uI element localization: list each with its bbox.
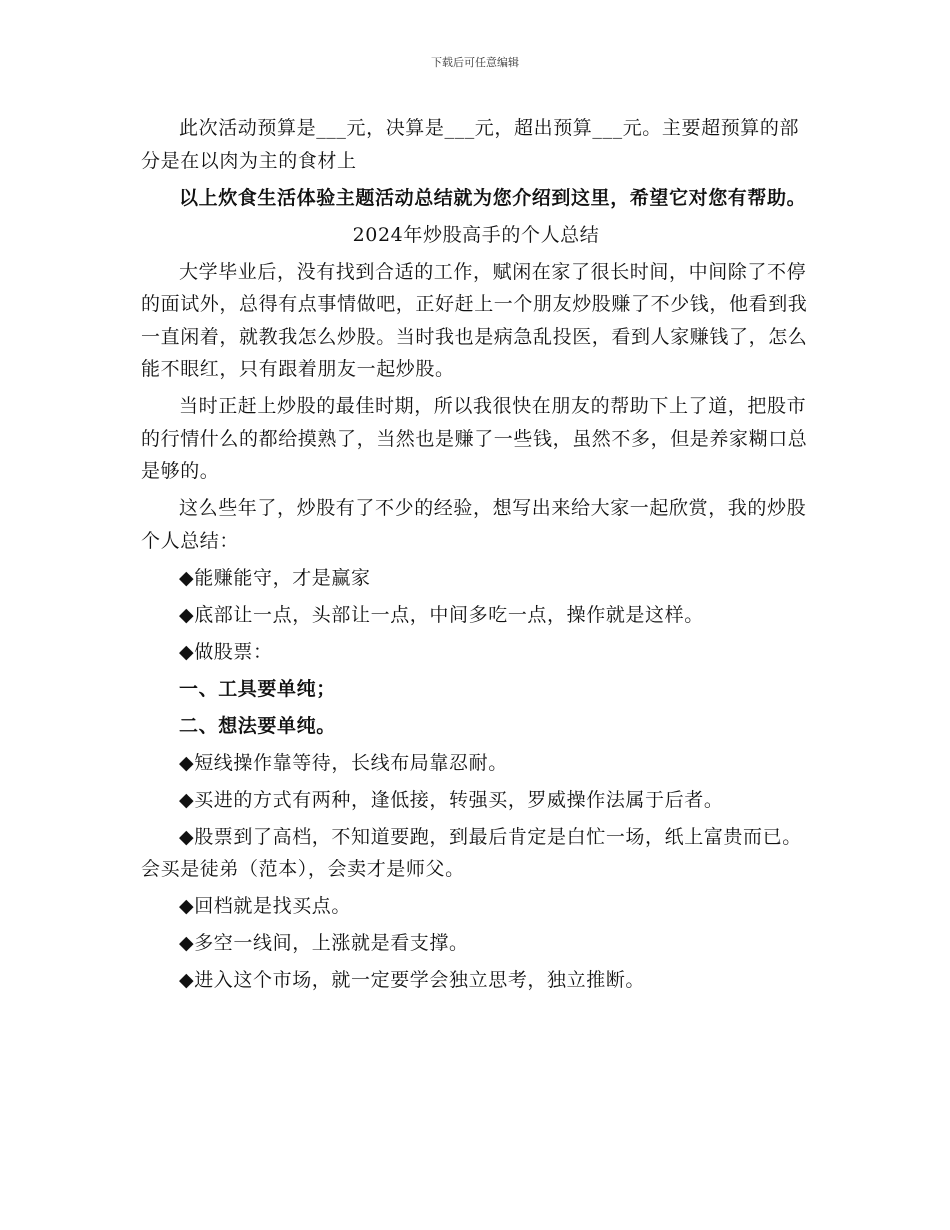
bullet-item: ◆底部让一点，头部让一点，中间多吃一点，操作就是这样。 [179, 603, 704, 626]
body-paragraph: 当时正赶上炒股的最佳时期，所以我很快在朋友的帮助下上了道，把股市的行情什么的都给摸熟了，当然也是赚了一些钱，虽然不多，但是养家糊口总是够的。 [141, 395, 808, 482]
body-paragraph: 这么些年了，炒股有了不少的经验，想写出来给大家一起欣赏，我的炒股个人总结： [141, 497, 807, 552]
bullet-item: ◆回档就是找买点。 [179, 895, 352, 917]
numbered-item: 一、工具要单纯； [179, 677, 336, 700]
bullet-item: ◆短线操作靠等待，长线布局靠忍耐。 [179, 751, 508, 774]
budget-paragraph: 此次活动预算是___元，决算是___元，超出预算___元。主要超预算的部分是在以肉为主的食材上 [141, 117, 800, 172]
document-body [141, 112, 811, 1001]
bullet-item: ◆做股票： [179, 640, 273, 663]
bullet-item: ◆进入这个市场，就一定要学会独立思考，独立推断。 [179, 969, 646, 991]
bullet-item: ◆买进的方式有两种，逢低接，转强买，罗威操作法属于后者。 [179, 788, 724, 811]
body-paragraph: 大学毕业后，没有找到合适的工作，赋闲在家了很长时间，中间除了不停的面试外，总得有点事情做吧，正好赶上一个朋友炒股赚了不少钱，他看到我一直闲着，就教我怎么炒股。当时我也是病急乱投医，看到人家赚钱了，怎么能不眼红，只有跟着朋友一起炒股。 [141, 260, 808, 380]
closing-paragraph: 以上炊食生活体验主题活动总结就为您介绍到这里，希望它对您有帮助。 [179, 186, 807, 209]
bullet-item: ◆股票到了高档，不知道要跑，到最后肯定是白忙一场，纸上富贵而已。会买是徒弟（范本），会卖才是师父。 [141, 825, 802, 880]
section-title: 2024年炒股高手的个人总结 [352, 223, 600, 246]
bullet-item: ◆多空一线间，上涨就是看支撑。 [179, 932, 469, 954]
numbered-item: 二、想法要单纯。 [179, 714, 336, 737]
bullet-item: ◆能赚能守，才是赢家 [179, 566, 371, 589]
page-header: 下载后可任意编辑 [431, 56, 519, 69]
